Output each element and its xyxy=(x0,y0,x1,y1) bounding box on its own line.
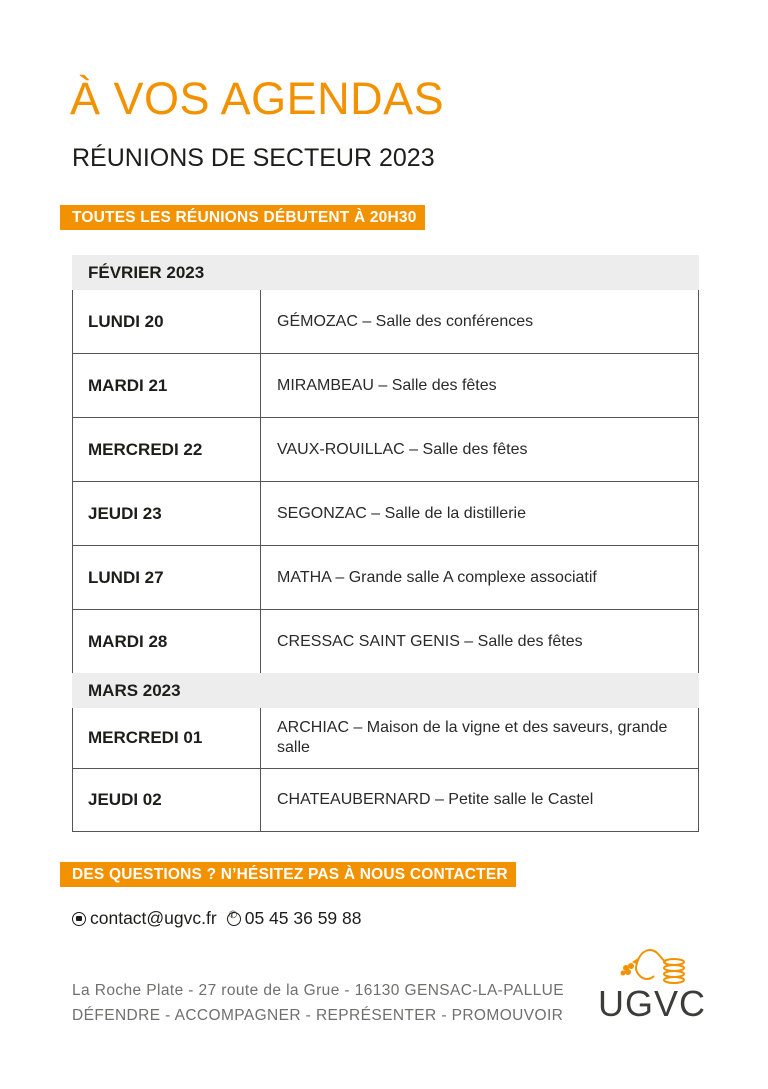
start-time-banner: TOUTES LES RÉUNIONS DÉBUTENT À 20H30 xyxy=(60,205,425,230)
mail-icon xyxy=(72,912,86,926)
table-row xyxy=(72,354,699,418)
footer xyxy=(72,978,564,1028)
footer-motto: DÉFENDRE - ACCOMPAGNER - REPRÉSENTER - PROMOUVOIR xyxy=(72,1007,564,1024)
meeting-day: MARDI 28 xyxy=(73,610,261,673)
logo-text: UGVC xyxy=(598,983,707,1024)
table-row xyxy=(72,708,699,769)
contact-email[interactable]: contact@ugvc.fr xyxy=(90,908,217,928)
meeting-day: MERCREDI 01 xyxy=(73,708,261,768)
meeting-day: LUNDI 27 xyxy=(73,546,261,609)
meeting-day: JEUDI 23 xyxy=(73,482,261,545)
table-row xyxy=(72,610,699,673)
meeting-place: SEGONZAC – Salle de la distillerie xyxy=(277,504,526,522)
meeting-place: MATHA – Grande salle A complexe associatif xyxy=(277,568,597,586)
meeting-place: CHATEAUBERNARD – Petite salle le Castel xyxy=(277,791,594,808)
contact-banner: DES QUESTIONS ? N’HÉSITEZ PAS À NOUS CONTACTER xyxy=(60,862,516,887)
table-row xyxy=(72,290,699,354)
table-row xyxy=(72,769,699,832)
meeting-day: LUNDI 20 xyxy=(73,290,261,353)
meeting-place: ARCHIAC – Maison de la vigne et des saveurs, grande salle xyxy=(277,719,668,756)
table-row xyxy=(72,482,699,546)
meeting-place: GÉMOZAC – Salle des conférences xyxy=(277,312,534,330)
contact-phone[interactable]: 05 45 36 59 88 xyxy=(244,908,362,928)
schedule-table xyxy=(72,255,699,832)
meeting-place: VAUX-ROUILLAC – Salle des fêtes xyxy=(277,440,528,458)
meeting-day: MARDI 21 xyxy=(73,354,261,417)
meeting-place: CRESSAC SAINT GENIS – Salle des fêtes xyxy=(277,632,583,650)
month-header-february: FÉVRIER 2023 xyxy=(72,255,699,290)
footer-address: La Roche Plate - 27 route de la Grue - 16130 GENSAC-LA-PALLUE xyxy=(72,982,564,999)
ugvc-logo xyxy=(598,946,707,1024)
table-row xyxy=(72,546,699,610)
meeting-place: MIRAMBEAU – Salle des fêtes xyxy=(277,376,497,394)
contact-line xyxy=(72,908,362,929)
month-header-march: MARS 2023 xyxy=(72,673,699,708)
page-subtitle: RÉUNIONS DE SECTEUR 2023 xyxy=(72,144,435,172)
table-row xyxy=(72,418,699,482)
page-title: À VOS AGENDAS xyxy=(70,73,445,124)
phone-icon xyxy=(227,912,241,926)
meeting-day: JEUDI 02 xyxy=(73,769,261,831)
meeting-day: MERCREDI 22 xyxy=(73,418,261,481)
